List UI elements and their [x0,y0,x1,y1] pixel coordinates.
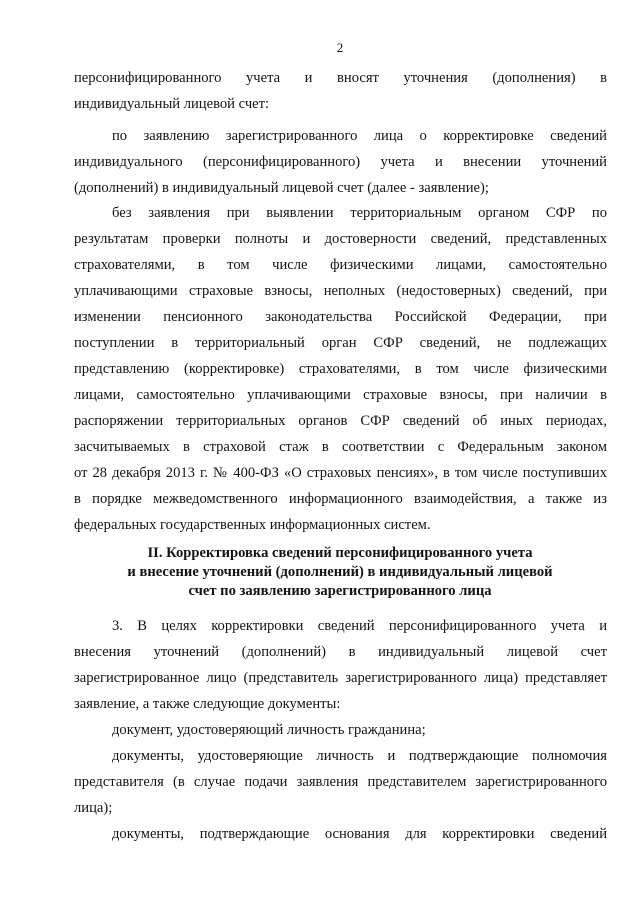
text-line: представителя (в случае подачи заявления представителем зарегистрированного [74,774,607,790]
section-heading-line: счет по заявлению зарегистрированного лица [188,583,492,599]
section-heading-line: II. Корректировка сведений персонифицированного учета [147,545,533,561]
text-line: лица); [74,800,113,816]
text-line: заявление, а также следующие документы: [74,696,341,712]
text-line: зарегистрированное лицо (представитель зарегистрированного лица) представляет [74,670,607,686]
text-line: федеральных государственных информационных систем. [74,517,431,533]
text-line: распоряжении территориальных органов СФР сведений об иных периодах, [74,413,607,429]
text-line: поступлении в территориальный орган СФР сведений, не подлежащих [74,335,607,351]
page-number: 2 [336,40,344,55]
text-line: от 28 декабря 2013 г. № 400-ФЗ «О страховых пенсиях», в том числе поступивших [74,465,607,481]
text-line: (дополнений) в индивидуальный лицевой счет (далее - заявление); [74,180,489,196]
text-line: результатам проверки полноты и достоверности сведений, представленных [74,231,607,247]
text-line: документы, подтверждающие основания для корректировки сведений [112,826,607,842]
text-line: документ, удостоверяющий личность гражданина; [112,722,426,738]
text-line: без заявления при выявлении территориальным органом СФР по [112,205,607,221]
text-line: по заявлению зарегистрированного лица о корректировке сведений [112,128,607,144]
text-line: 3. В целях корректировки сведений персонифицированного учета и [112,618,607,634]
text-line: документы, удостоверяющие личность и подтверждающие полномочия [112,748,607,764]
text-line: страхователями, в том числе физическими лицами, самостоятельно [74,257,607,273]
text-line: в порядке межведомственного информационного взаимодействия, а также из [74,491,607,507]
text-line: персонифицированного учета и вносят уточнения (дополнения) в [74,70,607,86]
section-heading-line: и внесение уточнений (дополнений) в индивидуальный лицевой [127,564,553,580]
text-line: индивидуального (персонифицированного) учета и внесении уточнений [74,154,607,170]
text-line: засчитываемых в страховой стаж в соответствии с Федеральным законом [74,439,607,455]
text-line: уплачивающими страховые взносы, неполных (недостоверных) сведений, при [74,283,607,299]
text-line: представлению (корректировке) страхователями, в том числе физическими [74,361,607,377]
text-line: изменении пенсионного законодательства Российской Федерации, при [74,309,607,325]
text-line: лицами, самостоятельно уплачивающими страховые взносы, при наличии в [74,387,607,403]
text-line: индивидуальный лицевой счет: [74,96,270,112]
text-line: внесения уточнений (дополнений) в индивидуальный лицевой счет [74,644,607,660]
